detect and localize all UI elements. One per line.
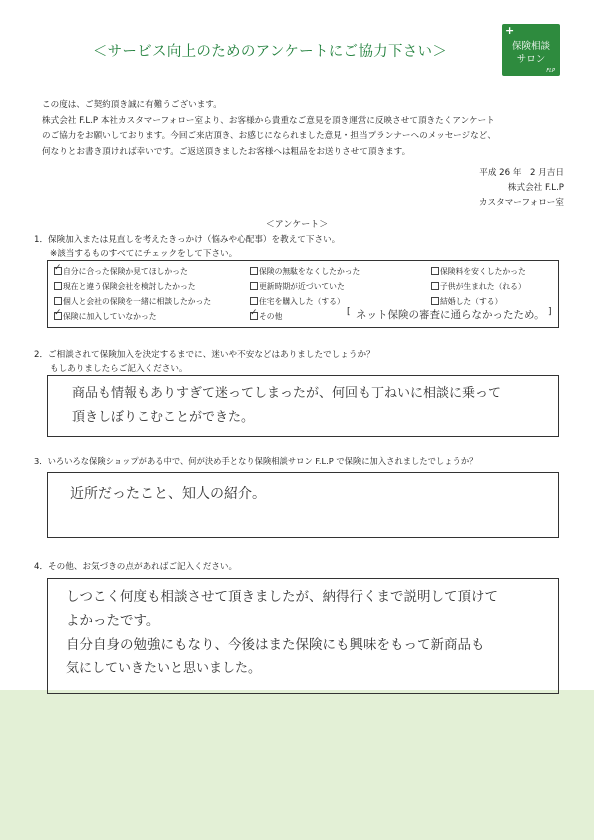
intro-line: 何なりとお書き頂ければ幸いです。ご返送頂きましたお客様へは粗品をお送りさせて頂きます。: [42, 146, 411, 157]
checkbox-icon[interactable]: [250, 267, 258, 275]
option-label: 保険の無駄をなくしたかった: [259, 267, 361, 276]
footer-green-band: [0, 690, 594, 840]
question-1-text: 1．保険加入または見直しを考えたきっかけ（悩みや心配事）を教えて下さい。: [34, 235, 341, 245]
answer-line: 気にしていきたいと思いました。: [66, 661, 262, 676]
option-item[interactable]: [431, 266, 526, 277]
logo-mark: FLP: [546, 68, 555, 74]
answer-line: 商品も情報もありすぎて迷ってしまったが、何回も丁ねいに相談に乗って: [72, 386, 502, 401]
page-title: ＜サービス向上のためのアンケートにご協力下さい＞: [92, 44, 448, 60]
logo-plus-icon: +: [505, 24, 515, 37]
intro-line: 株式会社 F.L.P 本社カスタマーフォロー室より、お客様から貴重なご意見を頂き運営に反映させて頂きたくアンケート: [42, 115, 495, 126]
signature-block: [479, 166, 564, 211]
intro-line: この度は、ご契約頂き誠に有難うございます。: [42, 100, 222, 110]
brand-logo: [502, 24, 560, 76]
logo-line-2: サロン: [516, 54, 546, 65]
question-2-answer-box[interactable]: [47, 375, 559, 437]
option-label: 結婚した（する）: [440, 297, 503, 306]
intro-paragraph: [42, 98, 572, 160]
option-item[interactable]: [250, 296, 345, 307]
question-3-answer-box[interactable]: [47, 472, 559, 538]
answer-line: 近所だったこと、知人の紹介。: [70, 486, 266, 502]
intro-line: のご協力をお願いしております。今回ご来店頂き、お感じになられました意見・担当プランナーへのメッセージなど、: [42, 131, 496, 141]
option-item[interactable]: [250, 311, 282, 322]
other-answer-handwriting[interactable]: ネット保険の審査に通らなかったため。: [356, 309, 545, 321]
option-item[interactable]: [54, 266, 188, 277]
question-4-text: 4．その他、お気づきの点があればご記入ください。: [34, 562, 238, 572]
checkbox-checked-icon[interactable]: [250, 312, 258, 320]
option-item[interactable]: [431, 281, 526, 292]
checkbox-icon[interactable]: [54, 297, 62, 305]
option-label: 個人と会社の保険を一緒に相談したかった: [63, 297, 212, 306]
question-1: [34, 233, 340, 259]
checkbox-checked-icon[interactable]: [54, 267, 62, 275]
option-item[interactable]: [250, 266, 360, 277]
other-bracket-close: ]: [548, 307, 552, 317]
option-item[interactable]: [54, 281, 196, 292]
answer-line: 自分自身の勉強にもなり、今後はまた保険にも興味をもって新商品も: [66, 637, 485, 653]
question-1-options-box: [47, 260, 559, 328]
option-item[interactable]: [54, 296, 211, 307]
answer-line: しつこく何度も相談させて頂きましたが、納得行くまで説明して頂けて: [66, 589, 498, 605]
option-label: 住宅を購入した（する）: [259, 297, 345, 306]
checkbox-icon[interactable]: [250, 297, 258, 305]
option-label: その他: [259, 312, 283, 321]
checkbox-checked-icon[interactable]: [54, 312, 62, 320]
signature-date: 平成 26 年 2 月吉日: [479, 168, 564, 178]
question-1-instruction: ※該当するものすべてにチェックをして下さい。: [50, 249, 238, 259]
option-item[interactable]: [54, 311, 157, 322]
question-3-text: 3．いろいろな保険ショップがある中で、何が決め手となり保険相談サロン F.L.P で保険に加入されましたでしょうか？: [34, 456, 478, 466]
option-item[interactable]: [250, 281, 345, 292]
logo-line-1: 保険相談: [511, 41, 550, 52]
question-3: [34, 455, 477, 467]
signature-company: 株式会社 F.L.P: [507, 183, 564, 193]
option-label: 現在と違う保険会社を検討したかった: [63, 282, 196, 291]
question-4-answer-box[interactable]: [47, 578, 559, 694]
signature-department: カスタマーフォロー室: [478, 198, 564, 208]
survey-heading: ＜アンケート＞: [265, 220, 329, 230]
question-2-instruction: もしありましたらご記入ください。: [50, 364, 188, 374]
option-label: 更新時期が近づいていた: [259, 282, 345, 291]
checkbox-icon[interactable]: [431, 267, 439, 275]
question-2: [34, 348, 375, 374]
checkbox-icon[interactable]: [250, 282, 258, 290]
answer-line: 頂きしぼりこむことができた。: [72, 410, 255, 425]
option-label: 子供が生まれた（れる）: [440, 282, 526, 291]
checkbox-icon[interactable]: [431, 297, 439, 305]
checkbox-icon[interactable]: [54, 282, 62, 290]
option-label: 保険料を安くしたかった: [440, 267, 526, 276]
other-bracket-open: [: [347, 307, 351, 317]
answer-line: よかったです。: [66, 613, 160, 629]
question-4: [34, 560, 237, 572]
option-label: 保険に加入していなかった: [63, 312, 157, 321]
option-label: 自分に合った保険か見てほしかった: [63, 267, 188, 276]
option-item[interactable]: [431, 296, 502, 307]
checkbox-icon[interactable]: [431, 282, 439, 290]
question-2-text: 2．ご相談されて保険加入を決定するまでに、迷いや不安などはありましたでしょうか？: [34, 350, 375, 360]
